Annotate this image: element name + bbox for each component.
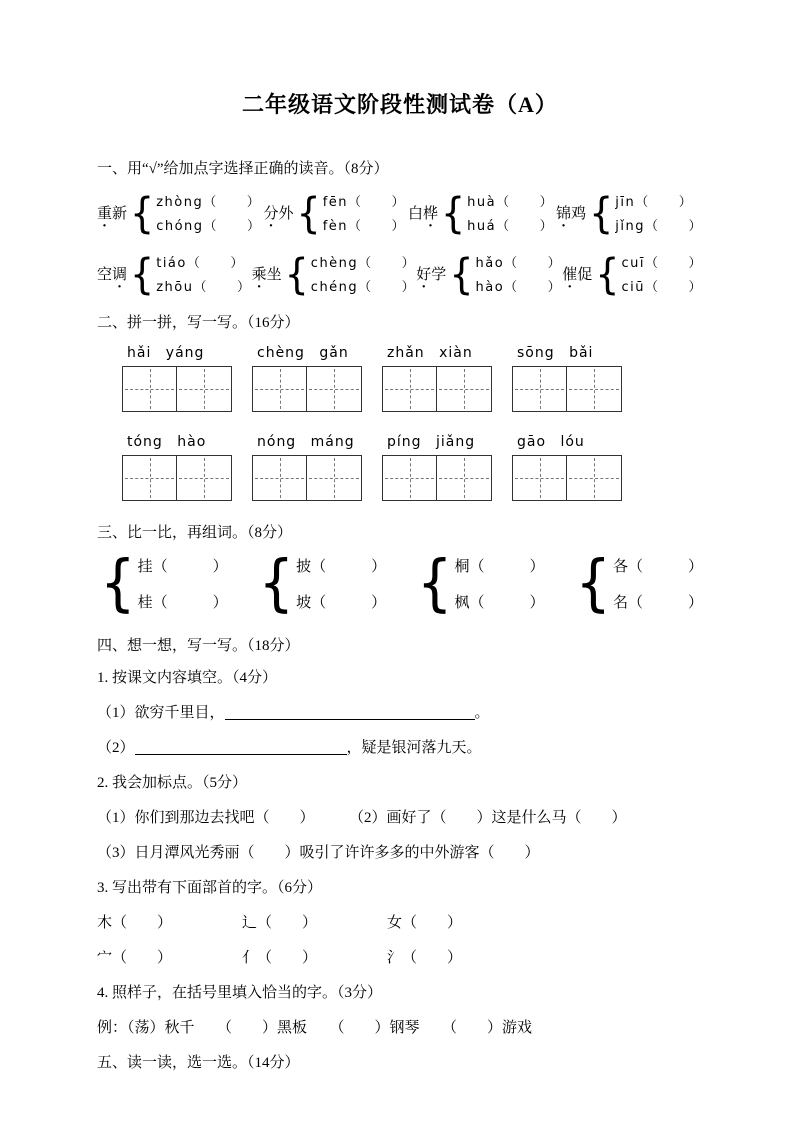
writing-grid-cell[interactable]	[252, 366, 307, 412]
dotted-char: 锦 ·	[556, 202, 571, 223]
dotted-char: 乘 ·	[252, 263, 267, 284]
dotted-char: 重 ·	[97, 202, 112, 223]
section-2-row-2	[122, 434, 703, 501]
target-word	[252, 263, 282, 284]
left-brace: {	[589, 188, 614, 237]
q4-example-line[interactable]: 例：（荡）秋千 （ ）黑板 （ ）钢琴 （ ）游戏	[97, 1020, 533, 1036]
compare-words-group	[414, 547, 545, 619]
left-brace: {	[440, 188, 466, 237]
q3-title: 3. 写出带有下面部首的字。（6分）	[97, 880, 323, 896]
left-brace: {	[284, 249, 309, 298]
q2-line-2	[97, 843, 703, 863]
radical-item[interactable]: 木（ ）	[97, 915, 173, 931]
pinyin-choice-group	[556, 188, 703, 237]
writing-grid-cell[interactable]	[437, 455, 492, 501]
q3-row-1	[97, 913, 703, 933]
left-brace: {	[296, 188, 321, 237]
pinyin-choice-group	[97, 188, 262, 237]
word-blank[interactable]: 挂（ ）	[137, 559, 228, 575]
pinyin-option[interactable]: tiáo（ ）	[156, 256, 245, 271]
word-blank[interactable]: 披（ ）	[296, 559, 387, 575]
writing-grid-cell[interactable]	[567, 366, 622, 412]
left-brace: {	[595, 249, 620, 298]
q4-title: 4. 照样子，在括号里填入恰当的字。（3分）	[97, 985, 383, 1001]
writing-grid-cell[interactable]	[122, 455, 177, 501]
section-5-heading: 五、读一读，选一选。（14分）	[97, 1055, 300, 1071]
radical-item[interactable]: 辶（ ）	[242, 915, 318, 931]
writing-grid	[252, 366, 362, 412]
compare-words-group	[97, 547, 228, 619]
q1-item-2-text: ，疑是银河落九天。	[346, 740, 482, 756]
q2-line-1	[97, 808, 703, 828]
target-word	[408, 202, 438, 223]
word-blank[interactable]: 坡（ ）	[296, 595, 387, 611]
target-word	[562, 263, 592, 284]
dotted-char: 桦 ·	[423, 202, 438, 223]
writing-grid-cell[interactable]	[122, 366, 177, 412]
word-part: 空	[97, 267, 113, 283]
page-title: 二年级语文阶段性测试卷（A）	[242, 92, 558, 117]
pinyin-choice-group	[407, 188, 555, 237]
fill-blank-line[interactable]	[225, 705, 475, 720]
pinyin-label: tóng hào	[127, 434, 207, 450]
writing-grid-cell[interactable]	[512, 455, 567, 501]
pinyin-option[interactable]: fēn（ ）	[322, 195, 407, 210]
word-part: 鸡	[571, 206, 587, 222]
pinyin-option[interactable]: zhòng（ ）	[156, 195, 262, 210]
pinyin-choice-group	[416, 249, 563, 298]
word-part: 外	[278, 206, 294, 222]
q1-item-2	[97, 738, 703, 758]
target-word	[556, 202, 586, 223]
left-brace: {	[100, 547, 136, 619]
target-word	[97, 263, 127, 284]
target-word	[97, 202, 127, 223]
pinyin-writing-item	[252, 434, 362, 501]
pinyin-choice-group	[263, 188, 407, 237]
writing-grid	[122, 366, 232, 412]
compare-words-group	[572, 547, 703, 619]
writing-grid-cell[interactable]	[307, 366, 362, 412]
q3-row-2	[97, 948, 703, 968]
word-part: 新	[112, 206, 128, 222]
writing-grid	[122, 455, 232, 501]
pinyin-writing-item	[122, 345, 232, 412]
left-brace: {	[130, 188, 155, 237]
writing-grid	[382, 366, 492, 412]
compare-words-group	[255, 547, 387, 619]
pinyin-option[interactable]: huà（ ）	[467, 195, 555, 210]
writing-grid	[512, 366, 622, 412]
word-blank[interactable]: 各（ ）	[612, 559, 703, 575]
section-3-row	[97, 547, 703, 619]
section-1-row-1	[97, 188, 703, 237]
pinyin-option[interactable]: jǐng（ ）	[615, 219, 703, 234]
pinyin-choice-group	[97, 249, 252, 298]
q2-item-3[interactable]: （3）日月潭风光秀丽（ ）吸引了许许多多的中外游客（ ）	[97, 845, 540, 861]
target-word	[416, 263, 446, 284]
word-blank[interactable]: 枫（ ）	[454, 595, 545, 611]
left-brace: {	[575, 547, 611, 619]
pinyin-label: zhǎn xiàn	[387, 345, 473, 361]
writing-grid	[512, 455, 622, 501]
left-brace: {	[258, 547, 295, 619]
writing-grid-cell[interactable]	[382, 455, 437, 501]
fill-blank-line[interactable]	[135, 740, 347, 755]
q1-item-1-end: 。	[474, 705, 490, 721]
section-4-heading: 四、想一想，写一写。（18分）	[97, 638, 300, 654]
pinyin-choice-group	[562, 249, 703, 298]
pinyin-label: hǎi yáng	[127, 345, 205, 361]
pinyin-option[interactable]: chéng（ ）	[310, 280, 417, 295]
pinyin-option[interactable]: fèn（ ）	[322, 219, 407, 234]
section-2-heading: 二、拼一拼，写一写。（16分）	[97, 315, 300, 331]
left-brace: {	[130, 249, 155, 298]
pinyin-choice-group	[251, 249, 417, 298]
writing-grid	[382, 455, 492, 501]
dotted-char: 调 ·	[112, 263, 127, 284]
section-2-row-1	[122, 345, 703, 412]
section-1-heading: 一、用“√”给加点字选择正确的读音。（8分）	[97, 161, 389, 177]
pinyin-label: píng jiǎng	[387, 434, 476, 450]
section-3-heading: 三、比一比，再组词。（8分）	[97, 525, 293, 541]
writing-grid-cell[interactable]	[567, 455, 622, 501]
dotted-char: 分 ·	[263, 202, 278, 223]
writing-grid-cell[interactable]	[252, 455, 307, 501]
pinyin-option[interactable]: hǎo（ ）	[475, 256, 563, 271]
writing-grid-cell[interactable]	[177, 455, 232, 501]
writing-grid	[252, 455, 362, 501]
pinyin-writing-item	[512, 434, 622, 501]
pinyin-option[interactable]: huá（ ）	[467, 219, 555, 234]
q1-title: 1. 按课文内容填空。（4分）	[97, 670, 278, 686]
writing-grid-cell[interactable]	[382, 366, 437, 412]
word-part: 白	[407, 206, 423, 222]
pinyin-label: nóng máng	[257, 434, 355, 450]
dotted-char: 好 ·	[416, 263, 431, 284]
q2-item-2[interactable]: （2）画好了（ ）这是什么马（ ）	[356, 810, 627, 826]
word-blank[interactable]: 桐（ ）	[454, 559, 545, 575]
word-blank[interactable]: 桂（ ）	[137, 595, 228, 611]
pinyin-label: sōng bǎi	[517, 345, 594, 361]
pinyin-option[interactable]: chèng（ ）	[310, 256, 417, 271]
pinyin-option[interactable]: chóng（ ）	[156, 219, 262, 234]
pinyin-label: gāo lóu	[517, 434, 585, 450]
writing-grid-cell[interactable]	[512, 366, 567, 412]
pinyin-option[interactable]: jīn（ ）	[615, 195, 694, 210]
dotted-char: 催 ·	[562, 263, 577, 284]
pinyin-option[interactable]: hào（ ）	[475, 280, 563, 295]
word-part: 坐	[266, 267, 282, 283]
left-brace: {	[416, 547, 453, 619]
q1-item-2-label: （2）	[97, 740, 135, 756]
q1-item-1	[97, 703, 703, 723]
pinyin-writing-item	[252, 345, 362, 412]
section-1-row-2	[97, 249, 703, 298]
writing-grid-cell[interactable]	[307, 455, 362, 501]
target-word	[263, 202, 293, 223]
radical-item[interactable]: 氵（ ）	[387, 950, 463, 966]
pinyin-option[interactable]: cuī（ ）	[621, 256, 703, 271]
pinyin-option[interactable]: zhōu（ ）	[156, 280, 252, 295]
q2-item-1[interactable]: （1）你们到那边去找吧（ ）	[97, 810, 315, 826]
word-part: 促	[577, 267, 593, 283]
radical-item[interactable]: 宀（ ）	[97, 950, 173, 966]
q2-title: 2. 我会加标点。（5分）	[97, 775, 248, 791]
writing-grid-cell[interactable]	[437, 366, 492, 412]
radical-item[interactable]: 亻（ ）	[242, 950, 318, 966]
word-blank[interactable]: 名（ ）	[612, 595, 703, 611]
writing-grid-cell[interactable]	[177, 366, 232, 412]
left-brace: {	[449, 249, 474, 298]
pinyin-option[interactable]: ciū（ ）	[621, 280, 703, 295]
word-part: 学	[431, 267, 447, 283]
pinyin-writing-item	[382, 434, 492, 501]
pinyin-label: chèng gǎn	[257, 345, 349, 361]
radical-item[interactable]: 女（ ）	[387, 915, 463, 931]
q1-item-1-text: （1）欲穷千里目，	[97, 705, 225, 721]
pinyin-writing-item	[512, 345, 622, 412]
pinyin-writing-item	[382, 345, 492, 412]
pinyin-writing-item	[122, 434, 232, 501]
